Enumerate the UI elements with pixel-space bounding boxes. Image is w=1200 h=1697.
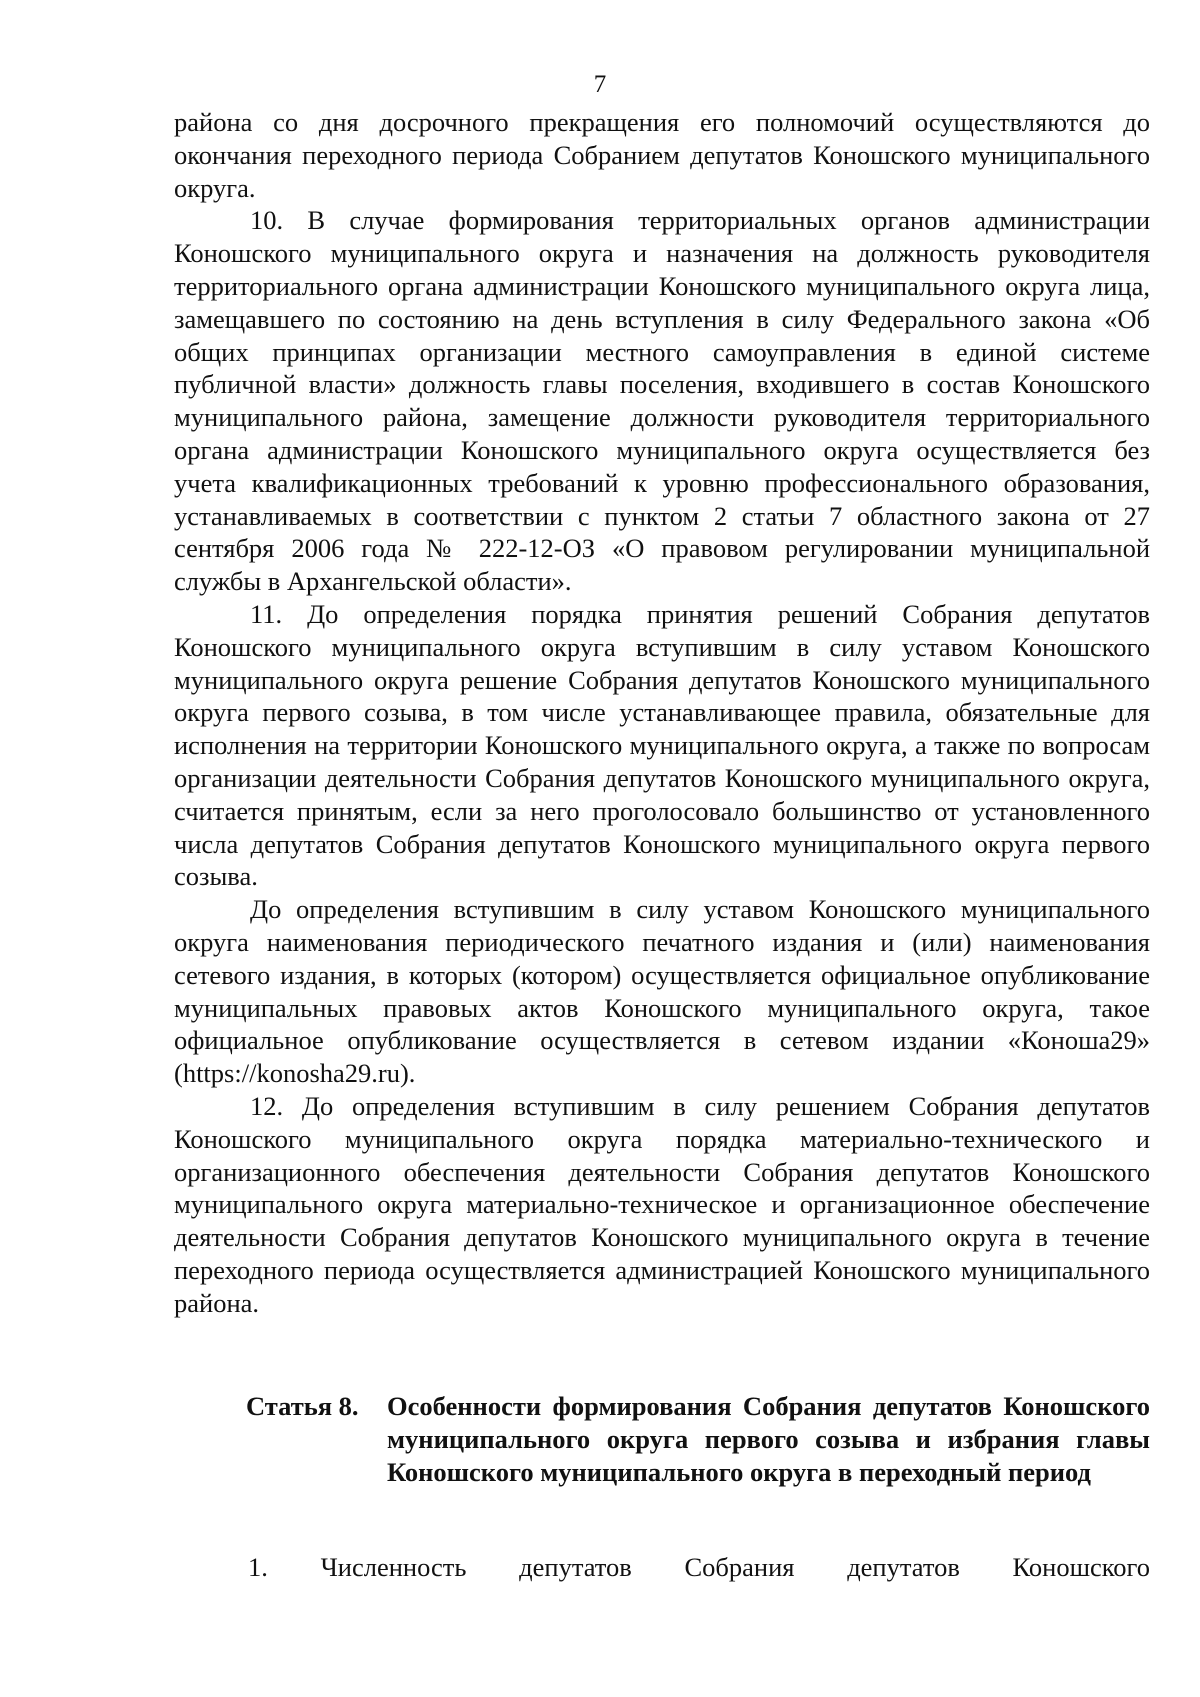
article-title: Особенности формирования Собрания депутатов Коношского муниципального округа первого созыва и избрания главы Коношского муниципального округа в переходный период — [387, 1391, 1150, 1487]
document-body — [174, 106, 1150, 1319]
item-number: 1. — [248, 1552, 268, 1582]
page-number: 7 — [593, 71, 607, 98]
last-line-word: Коношского — [1012, 1552, 1150, 1582]
last-line-word: Собрания — [684, 1552, 795, 1582]
article-item-1-start — [248, 1551, 1150, 1584]
last-line-word: депутатов — [519, 1552, 632, 1582]
paragraph-item-11: 11. До определения порядка принятия решений Собрания депутатов Коношского муниципального округа вступившим в силу уставом Коношского муниципального округа решение Собрания депутатов Коношского муниципального округа первого созыва, в том числе устанавливающее правила, обязательные для исполнения на территории Коношского муниципального округа, а также по вопросам организации деятельности Собрания депутатов Коношского муниципального округа, считается принятым, если за него проголосовало большинство от установленного числа депутатов Собрания депутатов Коношского муниципального округа первого созыва. — [174, 598, 1150, 892]
paragraph-continuation: района со дня досрочного прекращения его полномочий осуществляются до окончания переходного периода Собранием депутатов Коношского муниципального округа. — [174, 107, 1150, 203]
last-line-word: Численность — [320, 1552, 467, 1582]
paragraph-item-11-publication: До определения вступившим в силу уставом Коношского муниципального округа наименования периодического печатного издания и (или) наименования сетевого издания, в которых (котором) осуществляется официальное опубликование муниципальных правовых актов Коношского муниципального округа, такое официальное опубликование осуществляется в сетевом издании «Коноша29» (https://konosha29.ru). — [174, 894, 1150, 1089]
article-heading — [246, 1390, 1150, 1488]
paragraph-item-12: 12. До определения вступившим в силу решением Собрания депутатов Коношского муниципального округа порядка материально-технического и организационного обеспечения деятельности Собрания депутатов Коношского муниципального округа материально-техническое и организационное обеспечение деятельности Собрания депутатов Коношского муниципального округа в течение переходного периода осуществляется администрацией Коношского муниципального района. — [174, 1090, 1150, 1318]
article-number: Статья 8. — [246, 1391, 359, 1421]
paragraph-item-10: 10. В случае формирования территориальных органов администрации Коношского муниципального округа и назначения на должность руководителя территориального органа администрации Коношского муниципального округа лица, замещавшего по состоянию на день вступления в силу Федерального закона «Об общих принципах организации местного самоуправления в единой системе публичной власти» должность главы поселения, входившего в состав Коношского муниципального района, замещение должности руководителя территориального органа администрации Коношского муниципального округа осуществляется без учета квалификационных требований к уровню профессионального образования, устанавливаемых в соответствии с пунктом 2 статьи 7 областного закона от 27 сентября 2006 года № 222-12-ОЗ «О правовом регулировании муниципальной службы в Архангельской области». — [174, 205, 1150, 597]
last-line-word: депутатов — [847, 1552, 960, 1582]
